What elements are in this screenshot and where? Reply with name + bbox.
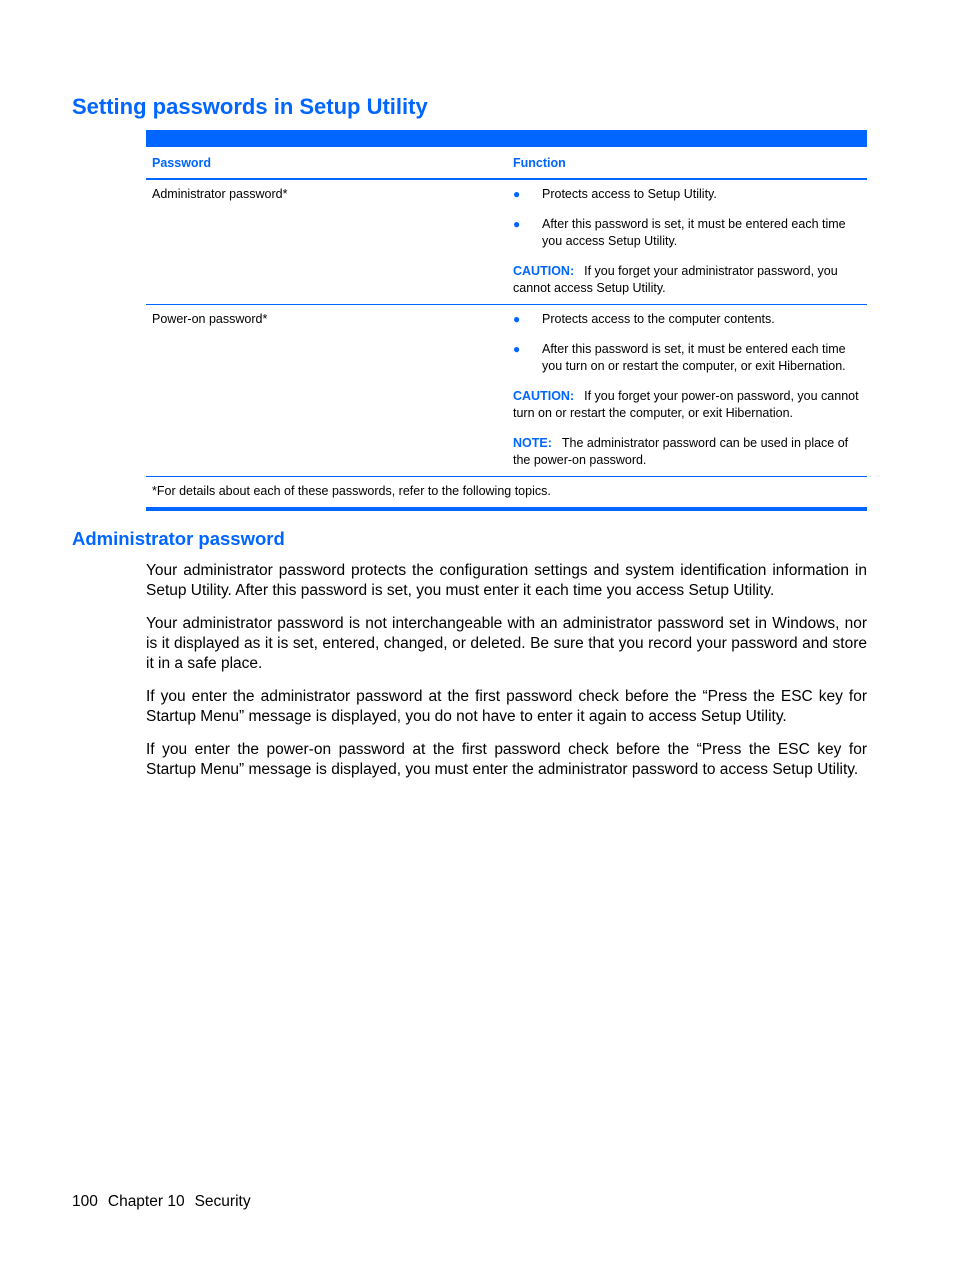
paragraph: If you enter the power-on password at the first password check before the “Press the ESC key for Startup Menu” message is displayed, you must enter the administrator password to access Setup Utility.	[146, 741, 867, 778]
bullet-text: Protects access to Setup Utility.	[542, 187, 717, 201]
paragraph: Your administrator password protects the configuration settings and system identification information in Setup Utility. After this password is set, you must enter it each time you access Setup Utility.	[146, 562, 867, 599]
caution-text: If you forget your power-on password, you cannot turn on or restart the computer, or exit Hibernation.	[513, 389, 859, 420]
caution-label: CAUTION:	[513, 389, 575, 403]
bullet-text: Protects access to the computer contents.	[542, 312, 775, 326]
bullet-text: After this password is set, it must be entered each time you access Setup Utility.	[542, 217, 846, 248]
caution-note	[513, 263, 861, 297]
page-footer	[72, 1192, 261, 1212]
function-cell	[507, 305, 867, 477]
page-number: 100	[72, 1193, 98, 1210]
list-item	[513, 311, 861, 328]
list-item	[513, 186, 861, 203]
bullet-dot-icon: ●	[513, 342, 521, 356]
bullet-dot-icon: ●	[513, 217, 521, 231]
caution-text: If you forget your administrator password, you cannot access Setup Utility.	[513, 264, 838, 295]
section-title: Administrator password	[72, 528, 285, 549]
password-name-cell: Administrator password*	[146, 179, 507, 305]
section-body	[146, 561, 867, 793]
header-password: Password	[146, 147, 507, 179]
caution-note	[513, 388, 861, 422]
note-label: NOTE:	[513, 436, 552, 450]
page-title: Setting passwords in Setup Utility	[72, 94, 428, 119]
function-cell	[507, 179, 867, 305]
list-item	[513, 216, 861, 250]
function-bullet-list	[513, 311, 861, 375]
table-header-row	[146, 147, 867, 179]
header-function: Function	[507, 147, 867, 179]
passwords-table	[146, 130, 867, 511]
table-row-power-on	[146, 305, 867, 477]
paragraph: If you enter the administrator password at the first password check before the “Press the ESC key for Startup Menu” message is displayed, you do not have to enter it again to access Setup Utility.	[146, 688, 867, 725]
table-row-administrator	[146, 179, 867, 305]
note-text: The administrator password can be used in place of the power-on password.	[513, 436, 849, 467]
password-name-cell: Power-on password*	[146, 305, 507, 477]
caution-label: CAUTION:	[513, 264, 575, 278]
bullet-dot-icon: ●	[513, 312, 521, 326]
chapter-label: Chapter 10	[107, 1193, 185, 1210]
bullet-text: After this password is set, it must be entered each time you turn on or restart the computer, or exit Hibernation.	[542, 342, 846, 373]
table-footnote: *For details about each of these passwords, refer to the following topics.	[146, 477, 867, 510]
chapter-title: Security	[194, 1193, 251, 1210]
paragraph: Your administrator password is not interchangeable with an administrator password set in Windows, nor is it displayed as it is set, entered, changed, or deleted. Be sure that you record your password and store it in a safe place.	[146, 615, 867, 672]
bullet-dot-icon: ●	[513, 187, 521, 201]
table-top-rule	[146, 130, 867, 147]
note	[513, 435, 861, 469]
table-footnote-row	[146, 477, 867, 510]
function-bullet-list	[513, 186, 861, 250]
list-item	[513, 341, 861, 375]
